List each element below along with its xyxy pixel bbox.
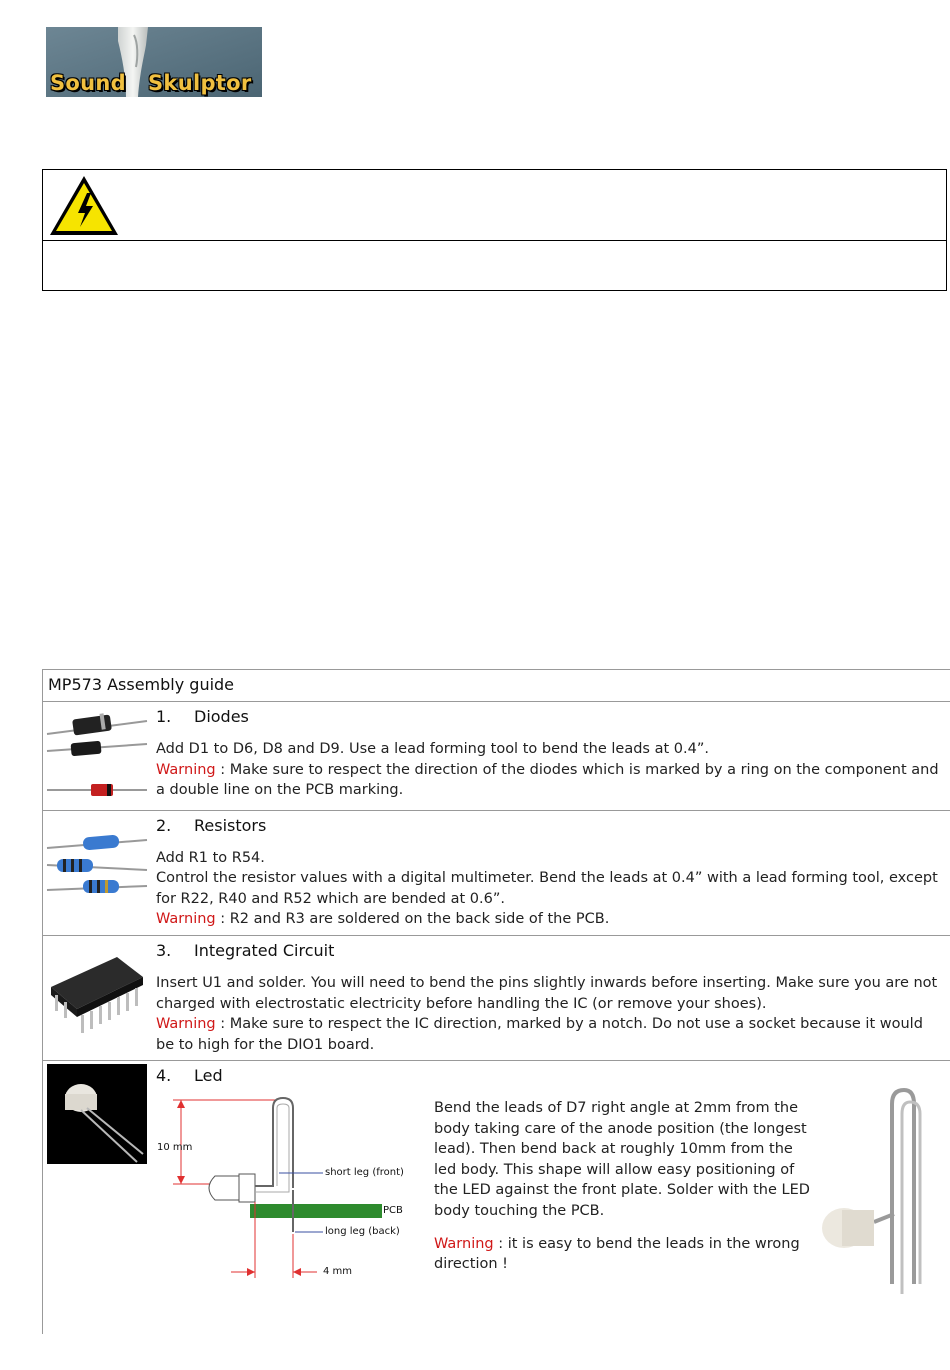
guide-title-row: [43, 670, 950, 702]
step-number: 2.: [156, 816, 172, 835]
resistor-components-icon: [43, 810, 151, 934]
step-number: 4.: [156, 1066, 172, 1085]
bent-led-photo: [814, 1084, 942, 1304]
step-title: Resistors: [194, 816, 267, 835]
diodes-photo: [43, 701, 151, 810]
long-leg-label: long leg (back): [325, 1226, 400, 1237]
led-photo: [43, 1060, 151, 1160]
sound-skulptor-logo: [46, 27, 262, 97]
step-body-resistors: [156, 848, 942, 930]
step-body-led: [434, 1098, 810, 1275]
step-warning: [434, 1234, 810, 1275]
pcb-label: PCB: [383, 1205, 403, 1216]
electrical-hazard-icon: [47, 173, 121, 238]
step-row-diodes: [43, 701, 950, 811]
step-row-resistors: [43, 810, 950, 936]
warning-box-divider: [43, 240, 946, 241]
step-heading-integrated-circuit: [156, 941, 334, 960]
led-bending-diagram: [155, 1092, 425, 1292]
step-row-integrated-circuit: [43, 935, 950, 1061]
led-component-icon: [47, 1064, 147, 1164]
short-leg-label: short leg (front): [325, 1167, 404, 1178]
electrical-warning-box: [42, 169, 947, 291]
warning-label: Warning: [156, 1016, 216, 1033]
step-row-led: [43, 1060, 950, 1335]
step-text: Insert U1 and solder. You will need to bend the pins slightly inwards before inserting. Make sure you are not charged with electrostatic electricity before handling the IC (or remove your shoes).: [156, 975, 938, 1012]
logo-word-sound: Sound: [50, 71, 126, 95]
step-heading-diodes: [156, 707, 249, 726]
step-title: Integrated Circuit: [194, 941, 335, 960]
step-title: Led: [194, 1066, 223, 1085]
step-body-integrated-circuit: [156, 973, 942, 1055]
warning-label: Warning: [156, 761, 216, 778]
warning-label: Warning: [156, 911, 216, 928]
step-heading-led: [156, 1066, 223, 1085]
step-number: 1.: [156, 707, 172, 726]
warning-text: : it is easy to bend the leads in the wrong direction !: [434, 1235, 800, 1273]
step-text: Add R1 to R54.: [156, 850, 265, 866]
warning-label: Warning: [434, 1235, 494, 1252]
bent-led-icon: [814, 1084, 942, 1304]
dimension-height-label: 10 mm: [157, 1142, 193, 1153]
step-warning: [156, 909, 942, 929]
assembly-guide-table: [42, 669, 950, 1334]
logo-word-skulptor: Skulptor: [148, 71, 252, 95]
step-text: Add D1 to D6, D8 and D9. Use a lead forming tool to bend the leads at 0.4”.: [156, 741, 709, 757]
ic-chip-icon: [43, 935, 151, 1059]
ic-photo: [43, 935, 151, 1060]
step-text: Control the resistor values with a digital multimeter. Bend the leads at 0.4” with a lead forming tool, except for R22, R40 and R52 which are bended at 0.6”.: [156, 870, 938, 907]
warning-text: : R2 and R3 are soldered on the back side of the PCB.: [215, 911, 610, 928]
step-warning: [156, 1014, 942, 1055]
step-heading-resistors: [156, 816, 266, 835]
step-title: Diodes: [194, 707, 249, 726]
resistors-photo: [43, 810, 151, 935]
guide-title: MP573 Assembly guide: [48, 675, 235, 694]
step-warning: [156, 760, 942, 801]
step-number: 3.: [156, 941, 172, 960]
warning-text: : Make sure to respect the IC direction, marked by a notch. Do not use a socket because it would be to high for the DIO1 board.: [156, 1016, 923, 1053]
step-body-diodes: [156, 739, 942, 801]
dimension-width-label: 4 mm: [323, 1266, 353, 1277]
warning-text: : Make sure to respect the direction of the diodes which is marked by a ring on the component and a double line on the PCB marking.: [156, 761, 939, 799]
step-text: Bend the leads of D7 right angle at 2mm from the body taking care of the anode position (the longest lead). Then bend back at roughly 10mm from the led body. This shape will allow easy positioning of the LED against the front plate. Solder with the LED body touching the PCB.: [434, 1100, 810, 1219]
led-lead-diagram-icon: [155, 1092, 425, 1292]
diode-components-icon: [43, 701, 151, 809]
